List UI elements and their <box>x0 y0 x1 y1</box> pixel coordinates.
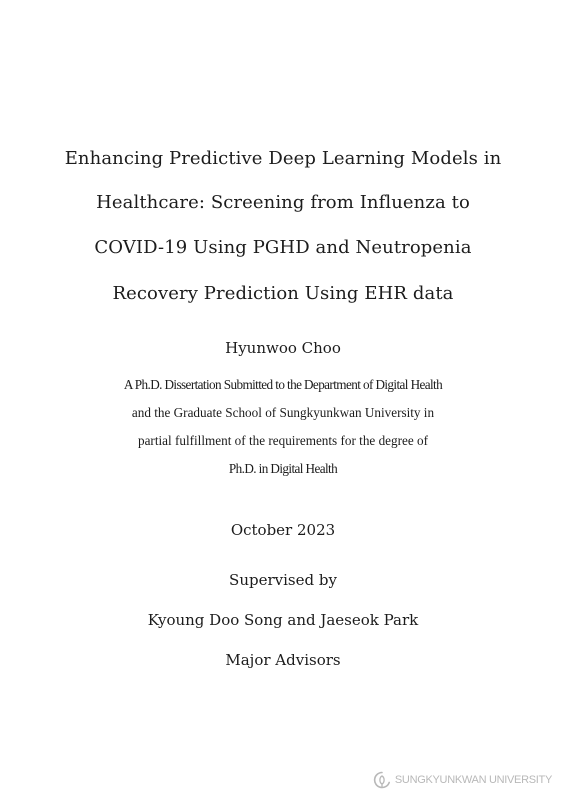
title-line-1: Enhancing Predictive Deep Learning Models in <box>64 148 502 169</box>
statement-line-4: Ph.D. in Digital Health <box>228 461 338 476</box>
title-line-2: Healthcare: Screening from Influenza to <box>96 192 470 213</box>
statement-line-2: and the Graduate School of Sungkyunkwan University in <box>131 405 435 420</box>
statement-line-1: A Ph.D. Dissertation Submitted to the Department of Digital Health <box>123 377 443 392</box>
advisor-names: Kyoung Doo Song and Jaeseok Park <box>147 611 419 629</box>
skku-emblem-icon <box>373 771 391 789</box>
university-logo-text: SUNGKYUNKWAN UNIVERSITY <box>394 774 552 786</box>
advisor-role: Major Advisors <box>225 651 341 669</box>
supervised-by-label: Supervised by <box>229 571 337 589</box>
university-logo <box>373 771 552 789</box>
title-line-4: Recovery Prediction Using EHR data <box>112 283 454 304</box>
author-name: Hyunwoo Choo <box>225 339 341 357</box>
title-line-3: COVID-19 Using PGHD and Neutropenia <box>94 237 472 258</box>
statement-line-3: partial fulfillment of the requirements for the degree of <box>137 433 428 448</box>
submission-date: October 2023 <box>230 521 336 539</box>
